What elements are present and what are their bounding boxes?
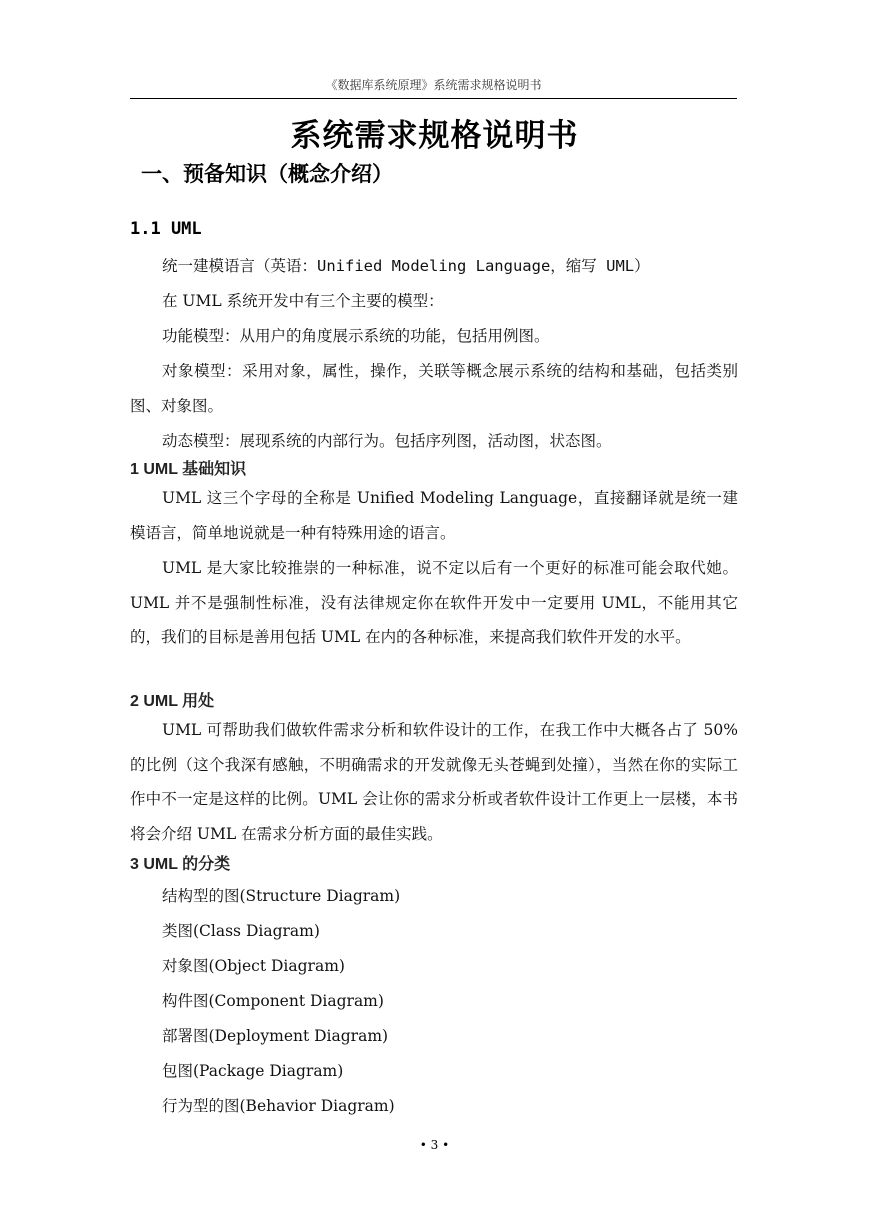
list-item: 对象图(Object Diagram): [162, 957, 345, 975]
basics-paragraph-1: UML 这三个字母的全称是 Unified Modeling Language，直接翻译就是统一建模语言，简单地说就是一种有特殊用途的语言。: [130, 489, 738, 542]
intro-paragraph-functional: 功能模型：从用户的角度展示系统的功能，包括用例图。: [162, 327, 550, 345]
subsection-heading-uml: 1.1 UML: [130, 219, 202, 239]
header-divider: [130, 98, 737, 99]
intro-paragraph-definition: 统一建模语言（英语：Unified Modeling Language，缩写 UML）: [162, 257, 650, 275]
list-item: 部署图(Deployment Diagram): [162, 1027, 389, 1045]
list-item: 行为型的图(Behavior Diagram): [162, 1097, 395, 1115]
list-item: 构件图(Component Diagram): [162, 992, 384, 1010]
heading-uml-classification: 3 UML 的分类: [130, 856, 231, 873]
section-heading-preliminaries: 一、预备知识（概念介绍）: [141, 162, 393, 186]
page-number: • 3 •: [419, 1138, 450, 1152]
list-item: 包图(Package Diagram): [162, 1062, 344, 1080]
document-title: 系统需求规格说明书: [290, 118, 579, 154]
basics-paragraph-2: UML 是大家比较推崇的一种标准，说不定以后有一个更好的标准可能会取代她。UML 并不是强制性标准，没有法律规定你在软件开发中一定要用 UML，不能用其它的，我们的目标是善用包括 UML 在内的各种标准，来提高我们软件开发的水平。: [130, 559, 738, 646]
intro-paragraph-models: 在 UML 系统开发中有三个主要的模型：: [162, 292, 444, 310]
intro-paragraph-object: 对象模型：采用对象，属性，操作，关联等概念展示系统的结构和基础，包括类别图、对象图。: [130, 362, 738, 415]
usage-paragraph: UML 可帮助我们做软件需求分析和软件设计的工作，在我工作中大概各占了 50%的比例（这个我深有感触，不明确需求的开发就像无头苍蝇到处撞），当然在你的实际工作中不一定是这样的比例。UML 会让你的需求分析或者软件设计工作更上一层楼，本书将会介绍 UML 在需求分析方面的最佳实践。: [130, 721, 738, 843]
heading-uml-usage: 2 UML 用处: [130, 693, 215, 710]
running-header: 《数据库系统原理》系统需求规格说明书: [325, 78, 542, 92]
heading-uml-basics: 1 UML 基础知识: [130, 461, 247, 478]
list-item: 类图(Class Diagram): [162, 922, 320, 940]
intro-paragraph-dynamic: 动态模型：展现系统的内部行为。包括序列图，活动图，状态图。: [162, 432, 612, 450]
list-item: 结构型的图(Structure Diagram): [162, 887, 401, 905]
